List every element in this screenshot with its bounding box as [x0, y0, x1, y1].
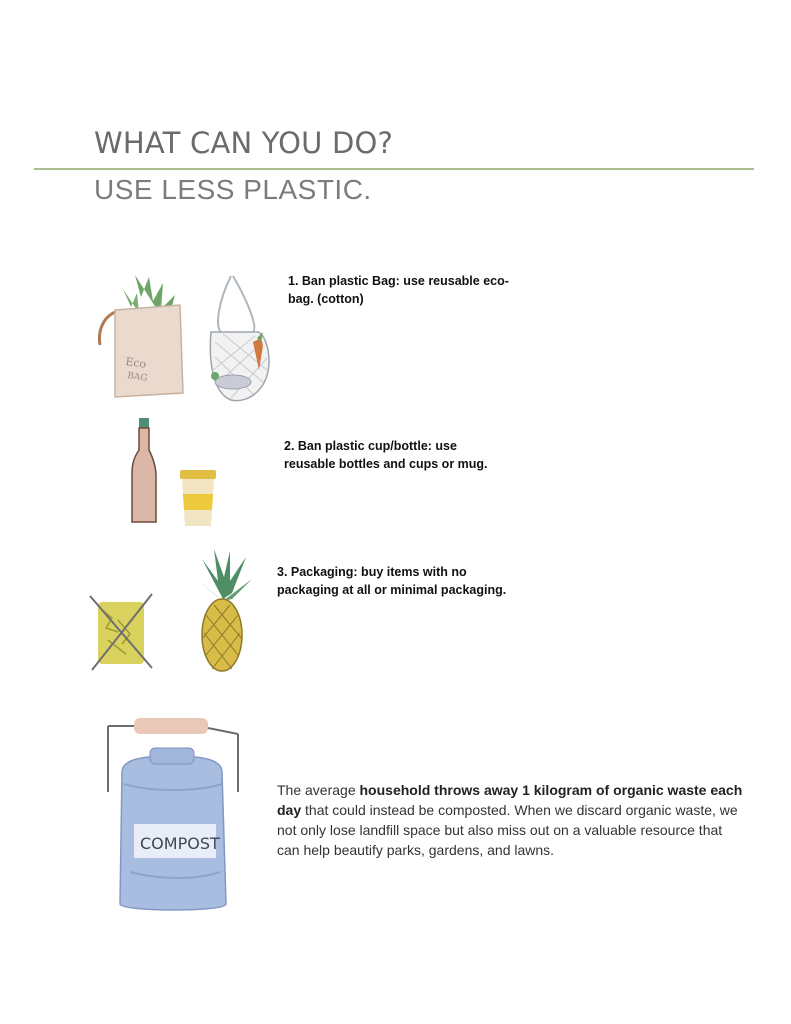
page-subtitle: USE LESS PLASTIC. — [94, 174, 372, 205]
step-2-text — [284, 437, 514, 473]
pineapple-illustration — [192, 549, 254, 674]
step-3-line-1: 3. Packaging: buy items with no — [277, 565, 467, 579]
paragraph-highlight: household throws away 1 kilogram of organic waste each day — [277, 782, 743, 818]
compost-paragraph — [277, 780, 747, 860]
bottle-illustration — [128, 416, 162, 528]
paragraph-rest: that could instead be composted. When we discard organic waste, we not only lose landfill space but also miss out on a valuable resource that can help beautify parks, gardens, and lawns. — [277, 802, 738, 858]
mesh-bag-illustration — [203, 272, 278, 404]
eco-bag-illustration — [95, 265, 185, 405]
step-3-text — [277, 563, 517, 599]
step-2-line-1: 2. Ban plastic cup/bottle: use — [284, 439, 457, 453]
reusable-cup-illustration — [177, 468, 219, 530]
step-1-line-1: 1. Ban plastic Bag: use reusable eco- — [288, 274, 509, 288]
compost-bin-illustration — [100, 712, 245, 922]
paragraph-intro: The average — [277, 782, 360, 798]
eco-bag-label: Eco — [124, 355, 148, 371]
step-1-text — [288, 272, 518, 308]
step-2-line-2: reusable bottles and cups or mug. — [284, 457, 488, 471]
eco-bag-label-2: BAG — [126, 371, 149, 384]
crossed-packaging-illustration — [88, 590, 156, 672]
divider — [34, 168, 754, 170]
compost-label: COMPOST — [140, 834, 220, 853]
step-3-line-2: packaging at all or minimal packaging. — [277, 583, 507, 597]
step-1-line-2: bag. (cotton) — [288, 292, 364, 306]
page-title: WHAT CAN YOU DO? — [94, 126, 394, 160]
